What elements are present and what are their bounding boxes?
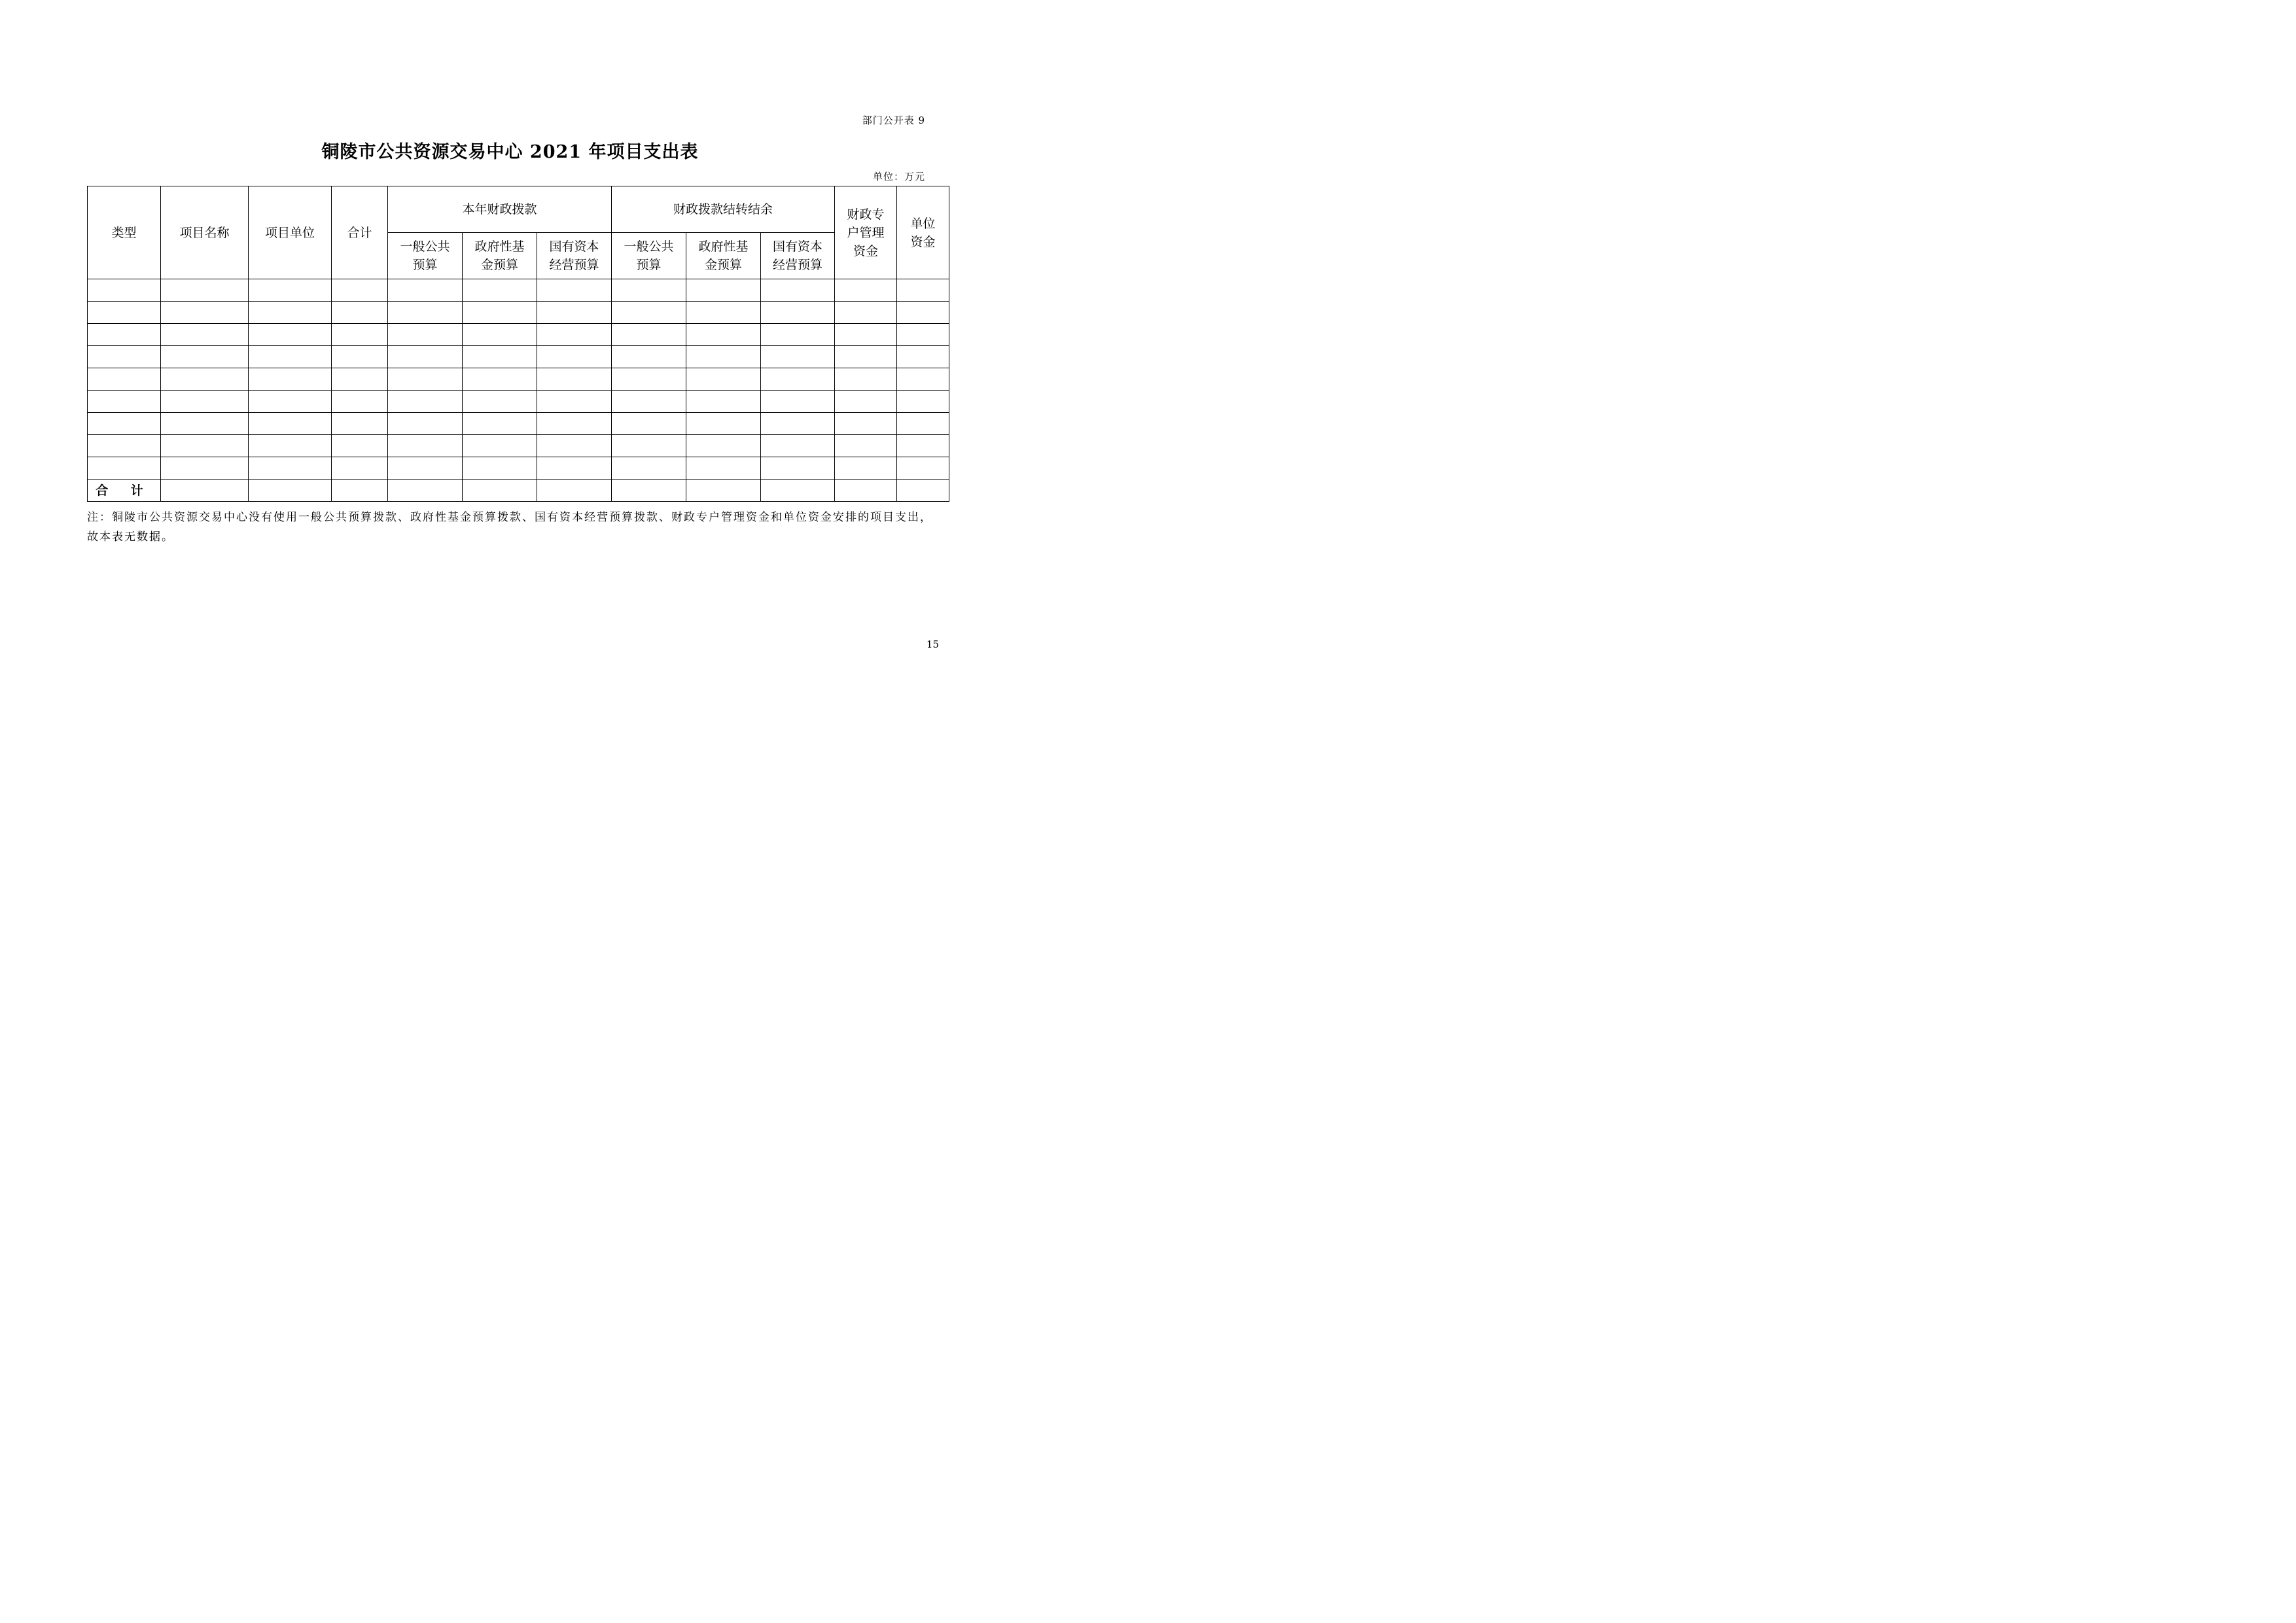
table-cell (835, 480, 897, 502)
header-total: 合计 (332, 186, 388, 279)
table-cell (332, 302, 388, 324)
footnote: 注：铜陵市公共资源交易中心没有使用一般公共预算拨款、政府性基金预算拨款、国有资本经营预算拨款、财政专户管理资金和单位资金安排的项目支出，故本表无数据。 (87, 511, 932, 544)
table-cell (463, 346, 537, 368)
subheader-general-budget-2: 一般公共预算 (612, 233, 686, 279)
table-cell (686, 346, 761, 368)
table-cell (612, 413, 686, 435)
table-cell (88, 435, 161, 457)
table-cell (835, 368, 897, 391)
table-cell (463, 391, 537, 413)
table-cell (88, 324, 161, 346)
header-current-year-appropriation: 本年财政拨款 (388, 186, 612, 233)
table-cell (612, 368, 686, 391)
table-cell (332, 480, 388, 502)
header-project-unit: 项目单位 (249, 186, 332, 279)
table-cell (761, 457, 835, 480)
table-cell (249, 435, 332, 457)
table-cell (88, 302, 161, 324)
table-cell (897, 324, 949, 346)
table-cell (332, 391, 388, 413)
table-cell (388, 457, 463, 480)
table-cell (761, 302, 835, 324)
table-row (88, 435, 949, 457)
table-cell (761, 480, 835, 502)
table-cell (388, 391, 463, 413)
page-number: 15 (926, 638, 939, 650)
table-cell (388, 346, 463, 368)
subheader-gov-fund-budget-2: 政府性基金预算 (686, 233, 761, 279)
table-cell (537, 413, 612, 435)
table-cell (161, 480, 249, 502)
table-cell (835, 391, 897, 413)
table-cell (161, 302, 249, 324)
table-cell (537, 457, 612, 480)
subheader-gov-fund-budget-1: 政府性基金预算 (463, 233, 537, 279)
table-cell (686, 368, 761, 391)
table-cell (388, 324, 463, 346)
table-row (88, 279, 949, 302)
table-cell (897, 391, 949, 413)
table-cell (388, 302, 463, 324)
table-cell (612, 302, 686, 324)
table-cell (332, 457, 388, 480)
table-cell (463, 413, 537, 435)
table-cell (88, 457, 161, 480)
table-cell (686, 457, 761, 480)
table-cell (332, 279, 388, 302)
header-type: 类型 (88, 186, 161, 279)
table-row (88, 346, 949, 368)
table-cell (463, 324, 537, 346)
table-cell (612, 279, 686, 302)
table-cell (332, 368, 388, 391)
table-cell (161, 279, 249, 302)
table-cell (463, 368, 537, 391)
table-cell (88, 346, 161, 368)
table-cell (249, 346, 332, 368)
header-special-account-funds: 财政专户管理资金 (835, 186, 897, 279)
table-cell (537, 302, 612, 324)
table-cell (897, 457, 949, 480)
table-cell (761, 413, 835, 435)
total-row-label: 合 计 (88, 480, 161, 502)
header-unit-funds: 单位资金 (897, 186, 949, 279)
table-cell (249, 413, 332, 435)
table-body (88, 279, 949, 480)
table-cell (537, 480, 612, 502)
table-cell (612, 480, 686, 502)
table-cell (388, 413, 463, 435)
table-cell (897, 346, 949, 368)
table-cell (761, 346, 835, 368)
project-expenditure-table (87, 186, 949, 502)
table-cell (686, 391, 761, 413)
table-row (88, 324, 949, 346)
table-cell (835, 302, 897, 324)
table-cell (332, 435, 388, 457)
table-cell (249, 368, 332, 391)
table-cell (612, 346, 686, 368)
table-cell (249, 457, 332, 480)
table-cell (686, 279, 761, 302)
table-cell (835, 457, 897, 480)
table-cell (463, 279, 537, 302)
table-cell (161, 324, 249, 346)
table-cell (612, 435, 686, 457)
table-cell (537, 435, 612, 457)
table-cell (161, 457, 249, 480)
table-cell (332, 346, 388, 368)
table-cell (686, 480, 761, 502)
table-row (88, 302, 949, 324)
table-cell (161, 413, 249, 435)
subheader-general-budget-1: 一般公共预算 (388, 233, 463, 279)
table-cell (537, 279, 612, 302)
table-cell (332, 413, 388, 435)
table-cell (463, 457, 537, 480)
table-cell (249, 324, 332, 346)
table-cell (761, 391, 835, 413)
header-carryover-balance: 财政拨款结转结余 (612, 186, 835, 233)
table-cell (388, 480, 463, 502)
form-tag: 部门公开表 9 (862, 114, 925, 126)
table-cell (161, 435, 249, 457)
table-cell (686, 302, 761, 324)
table-cell (897, 302, 949, 324)
table-cell (835, 435, 897, 457)
table-cell (897, 368, 949, 391)
table-cell (463, 480, 537, 502)
table-cell (463, 435, 537, 457)
table-cell (161, 391, 249, 413)
table-cell (612, 324, 686, 346)
table-cell (761, 435, 835, 457)
table-cell (835, 413, 897, 435)
table-cell (332, 324, 388, 346)
table-cell (686, 324, 761, 346)
table-cell (537, 391, 612, 413)
table-cell (388, 279, 463, 302)
table-cell (686, 435, 761, 457)
table-cell (761, 368, 835, 391)
table-cell (161, 368, 249, 391)
table-cell (88, 391, 161, 413)
table-cell (612, 457, 686, 480)
table-cell (249, 391, 332, 413)
table-cell (761, 324, 835, 346)
table-cell (388, 368, 463, 391)
table-cell (897, 279, 949, 302)
table-cell (686, 413, 761, 435)
table-cell (249, 480, 332, 502)
unit-label: 单位：万元 (872, 171, 925, 183)
table-cell (249, 279, 332, 302)
table-cell (897, 480, 949, 502)
table-cell (612, 391, 686, 413)
page-title: 铜陵市公共资源交易中心 2021 年项目支出表 (321, 142, 699, 162)
table-cell (249, 302, 332, 324)
table-cell (463, 302, 537, 324)
table-row (88, 368, 949, 391)
table-cell (88, 368, 161, 391)
table-cell (835, 346, 897, 368)
table-cell (88, 279, 161, 302)
table-cell (835, 279, 897, 302)
table-cell (835, 324, 897, 346)
table-cell (761, 279, 835, 302)
table-row (88, 391, 949, 413)
subheader-state-capital-budget-2: 国有资本经营预算 (761, 233, 835, 279)
table-cell (897, 413, 949, 435)
subheader-state-capital-budget-1: 国有资本经营预算 (537, 233, 612, 279)
header-project-name: 项目名称 (161, 186, 249, 279)
table-cell (537, 324, 612, 346)
table-cell (388, 435, 463, 457)
table-row (88, 457, 949, 480)
table-cell (537, 368, 612, 391)
table-cell (537, 346, 612, 368)
table-cell (161, 346, 249, 368)
table-row (88, 413, 949, 435)
table-cell (88, 413, 161, 435)
table-cell (897, 435, 949, 457)
